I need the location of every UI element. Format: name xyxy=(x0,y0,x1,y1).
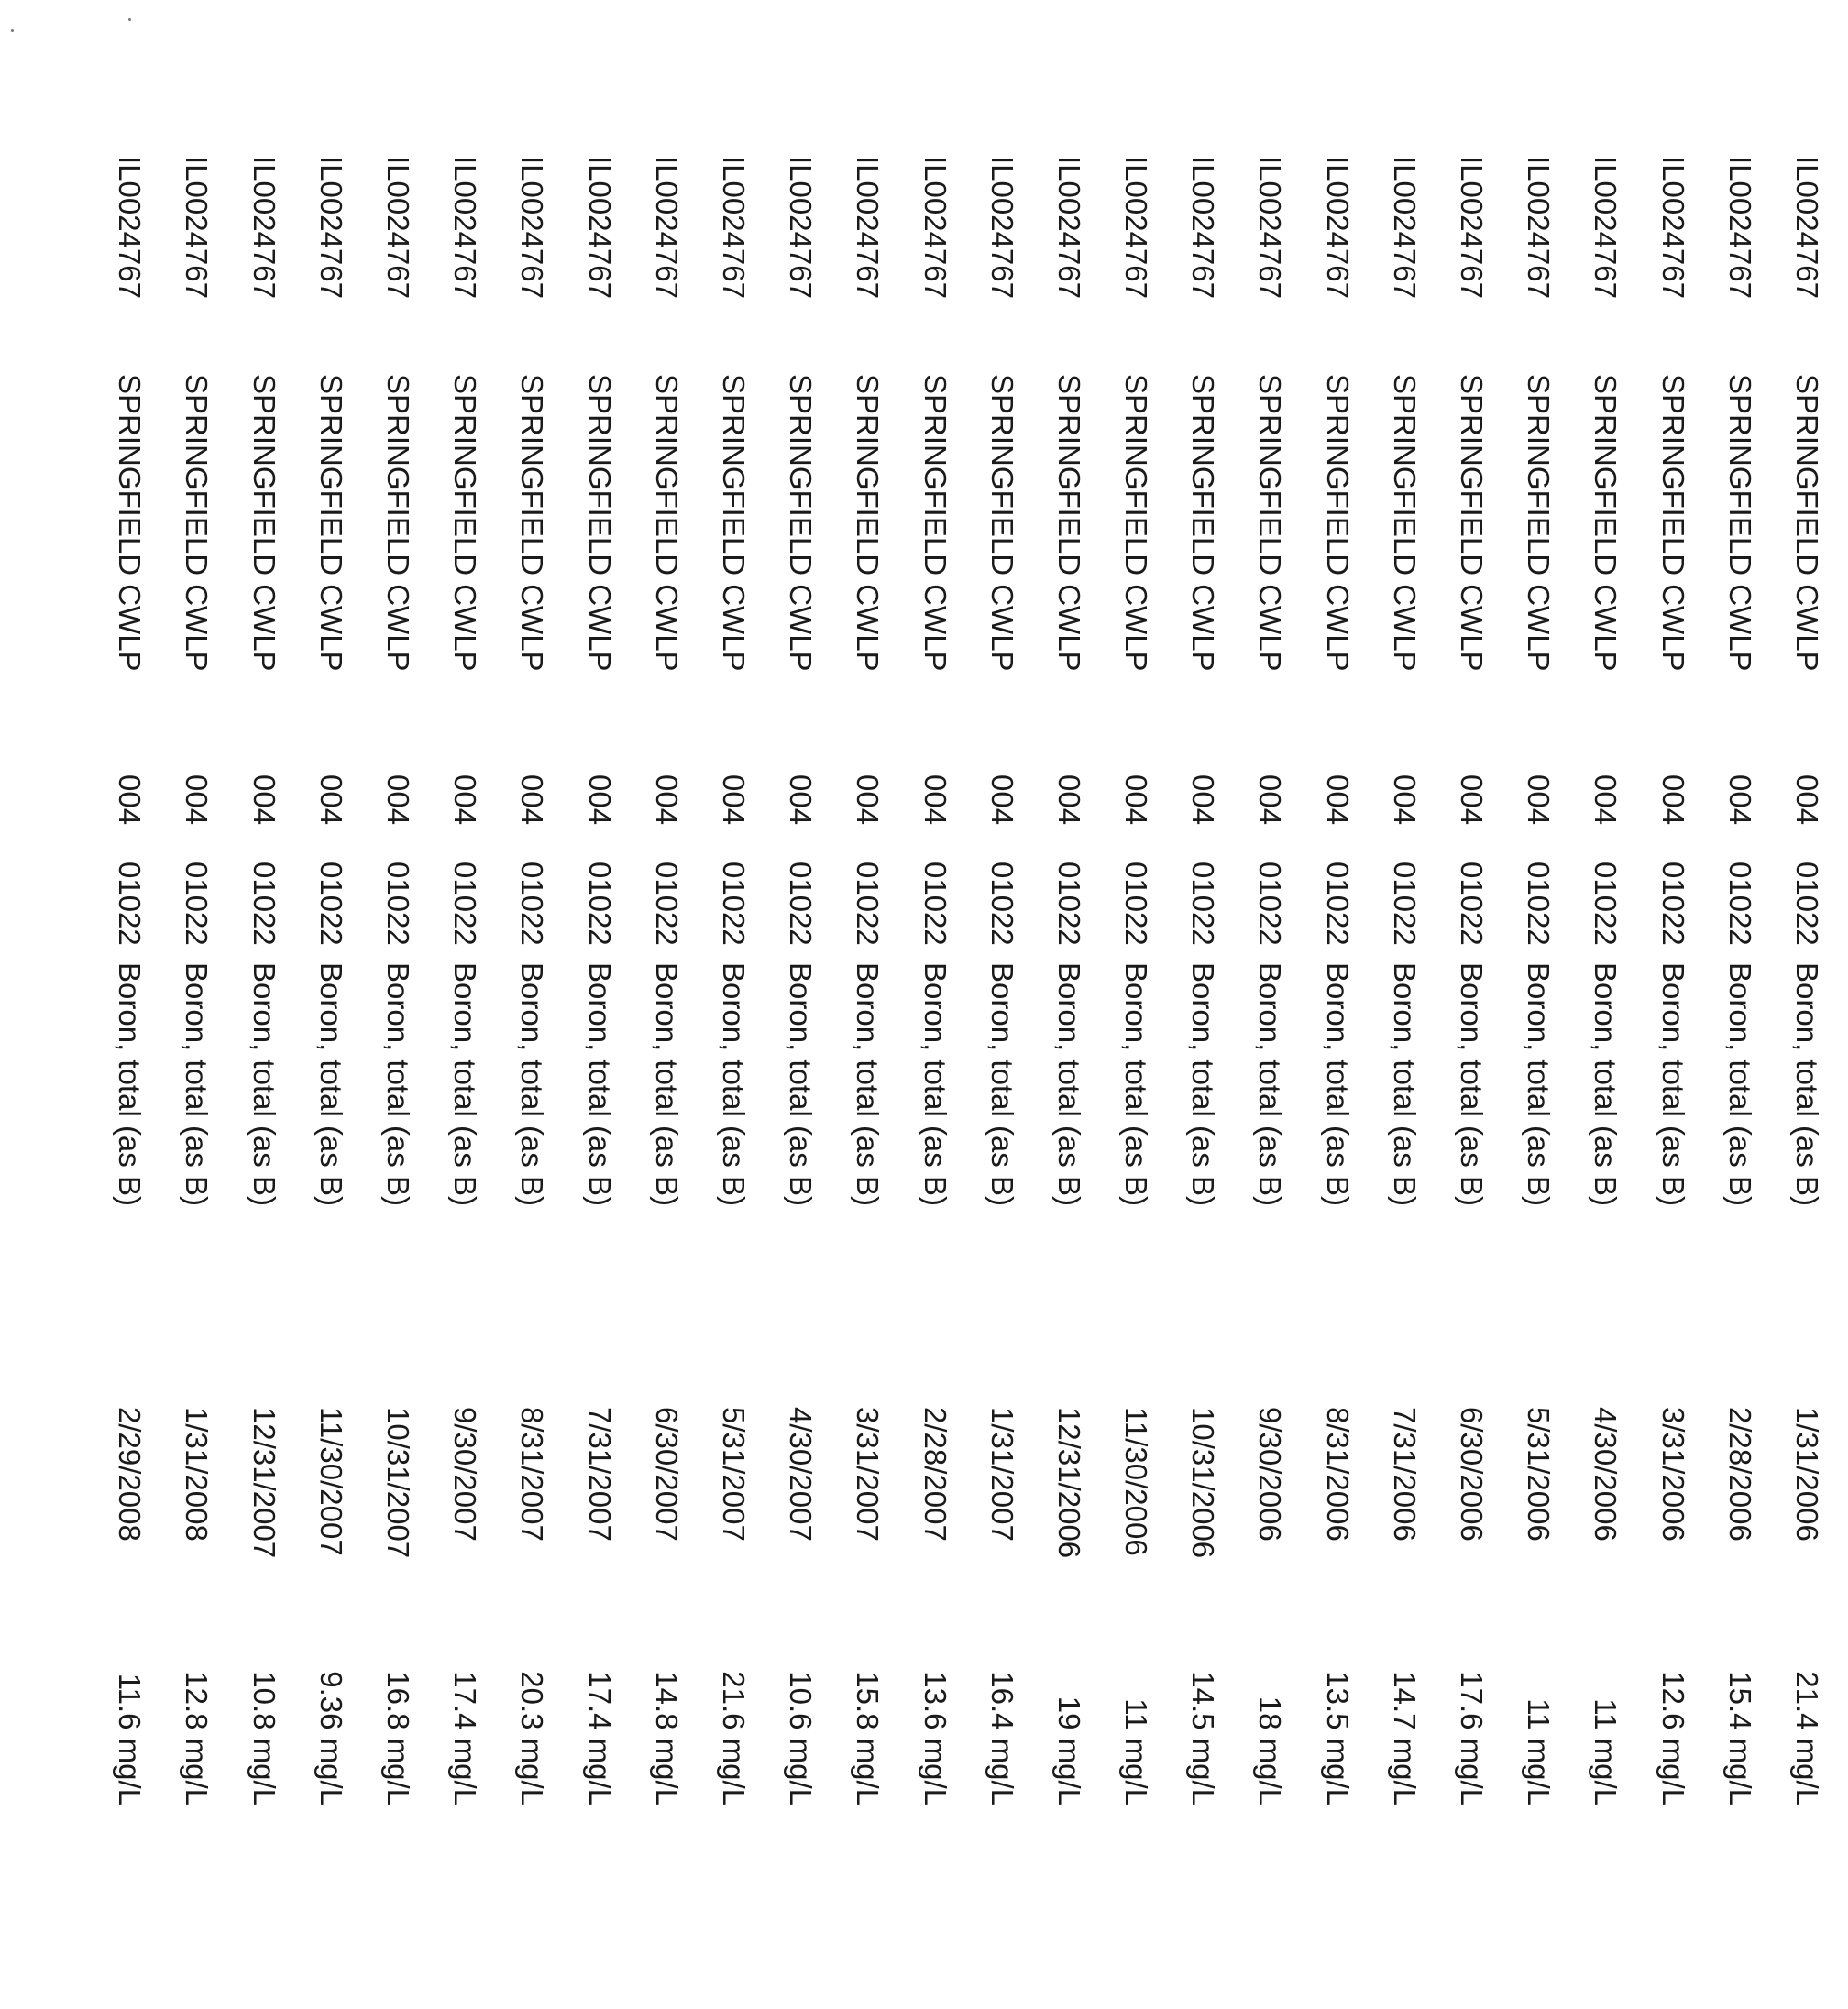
sample-date-cell: 9/30/2006 xyxy=(1253,1407,1288,1542)
parameter-code-cell: 01022 xyxy=(717,862,751,946)
parameter-name-cell: Boron, total (as B) xyxy=(1522,962,1556,1206)
sample-date-cell: 11/30/2007 xyxy=(314,1407,348,1556)
permit-number-cell: IL0024767 xyxy=(1722,156,1757,299)
permit-number-cell: IL0024767 xyxy=(1253,156,1288,299)
measured-value-cell: 10.8 mg/L xyxy=(247,1671,281,1806)
facility-name-cell: SPRINGFIELD CWLP xyxy=(918,374,952,672)
parameter-code-cell: 01022 xyxy=(180,862,214,946)
parameter-name-cell: Boron, total (as B) xyxy=(784,962,819,1206)
sample-date-cell: 2/29/2008 xyxy=(113,1407,148,1542)
parameter-name-cell: Boron, total (as B) xyxy=(113,962,148,1206)
parameter-code-cell: 01022 xyxy=(851,862,886,946)
parameter-name-cell: Boron, total (as B) xyxy=(1186,962,1221,1206)
outfall-cell: 004 xyxy=(1522,774,1556,826)
measured-value-cell: 15.8 mg/L xyxy=(851,1671,886,1806)
permit-number-cell: IL0024767 xyxy=(247,156,281,299)
outfall-cell: 004 xyxy=(1589,774,1623,826)
parameter-name-cell: Boron, total (as B) xyxy=(649,962,684,1206)
outfall-cell: 004 xyxy=(1722,774,1757,826)
permit-number-cell: IL0024767 xyxy=(784,156,819,299)
sample-date-cell: 10/31/2006 xyxy=(1186,1407,1221,1559)
parameter-name-cell: Boron, total (as B) xyxy=(851,962,886,1206)
sample-date-cell: 7/31/2007 xyxy=(582,1407,617,1542)
table-row xyxy=(1774,156,1841,1842)
parameter-code-cell: 01022 xyxy=(1722,862,1757,946)
table-row xyxy=(96,156,163,1842)
measured-value-cell: 21.4 mg/L xyxy=(1790,1671,1824,1806)
facility-name-cell: SPRINGFIELD CWLP xyxy=(784,374,819,672)
parameter-name-cell: Boron, total (as B) xyxy=(1722,962,1757,1206)
sample-date-cell: 12/31/2007 xyxy=(247,1407,281,1559)
sample-date-cell: 4/30/2007 xyxy=(784,1407,819,1542)
permit-number-cell: IL0024767 xyxy=(582,156,617,299)
table-row xyxy=(365,156,432,1842)
permit-number-cell: IL0024767 xyxy=(1119,156,1154,299)
permit-number-cell: IL0024767 xyxy=(918,156,952,299)
measured-value-cell: 13.6 mg/L xyxy=(918,1671,952,1806)
parameter-name-cell: Boron, total (as B) xyxy=(1253,962,1288,1206)
parameter-code-cell: 01022 xyxy=(1589,862,1623,946)
outfall-cell: 004 xyxy=(448,774,483,826)
outfall-cell: 004 xyxy=(1320,774,1355,826)
parameter-name-cell: Boron, total (as B) xyxy=(1051,962,1086,1206)
table-row xyxy=(566,156,632,1842)
facility-name-cell: SPRINGFIELD CWLP xyxy=(1790,374,1824,672)
parameter-code-cell: 01022 xyxy=(582,862,617,946)
table-row xyxy=(1371,156,1438,1842)
facility-name-cell: SPRINGFIELD CWLP xyxy=(1387,374,1422,672)
table-row xyxy=(298,156,365,1842)
parameter-name-cell: Boron, total (as B) xyxy=(1320,962,1355,1206)
parameter-name-cell: Boron, total (as B) xyxy=(1656,962,1690,1206)
parameter-code-cell: 01022 xyxy=(1387,862,1422,946)
measured-value-cell: 13.5 mg/L xyxy=(1320,1671,1355,1806)
permit-number-cell: IL0024767 xyxy=(1455,156,1490,299)
facility-name-cell: SPRINGFIELD CWLP xyxy=(582,374,617,672)
table-row xyxy=(767,156,834,1842)
parameter-name-cell: Boron, total (as B) xyxy=(1589,962,1623,1206)
sample-date-cell: 3/31/2007 xyxy=(851,1407,886,1542)
facility-name-cell: SPRINGFIELD CWLP xyxy=(717,374,751,672)
table-row xyxy=(1237,156,1304,1842)
table-row xyxy=(499,156,566,1842)
parameter-name-cell: Boron, total (as B) xyxy=(180,962,214,1206)
table-row xyxy=(969,156,1036,1842)
parameter-code-cell: 01022 xyxy=(381,862,416,946)
outfall-cell: 004 xyxy=(1253,774,1288,826)
facility-name-cell: SPRINGFIELD CWLP xyxy=(448,374,483,672)
table-row xyxy=(700,156,767,1842)
measured-value-cell: 10.6 mg/L xyxy=(784,1671,819,1806)
table-row xyxy=(1438,156,1505,1842)
data-table xyxy=(113,156,1841,1842)
parameter-code-cell: 01022 xyxy=(984,862,1019,946)
parameter-name-cell: Boron, total (as B) xyxy=(1387,962,1422,1206)
sample-date-cell: 4/30/2006 xyxy=(1589,1407,1623,1542)
parameter-code-cell: 01022 xyxy=(1119,862,1154,946)
parameter-name-cell: Boron, total (as B) xyxy=(515,962,550,1206)
facility-name-cell: SPRINGFIELD CWLP xyxy=(1253,374,1288,672)
permit-number-cell: IL0024767 xyxy=(381,156,416,299)
outfall-cell: 004 xyxy=(113,774,148,826)
facility-name-cell: SPRINGFIELD CWLP xyxy=(314,374,348,672)
parameter-code-cell: 01022 xyxy=(113,862,148,946)
outfall-cell: 004 xyxy=(515,774,550,826)
facility-name-cell: SPRINGFIELD CWLP xyxy=(649,374,684,672)
measured-value-cell: 14.5 mg/L xyxy=(1186,1671,1221,1806)
sample-date-cell: 9/30/2007 xyxy=(448,1407,483,1542)
facility-name-cell: SPRINGFIELD CWLP xyxy=(1455,374,1490,672)
measured-value-cell: 15.4 mg/L xyxy=(1722,1671,1757,1806)
parameter-code-cell: 01022 xyxy=(918,862,952,946)
facility-name-cell: SPRINGFIELD CWLP xyxy=(113,374,148,672)
facility-name-cell: SPRINGFIELD CWLP xyxy=(515,374,550,672)
facility-name-cell: SPRINGFIELD CWLP xyxy=(1186,374,1221,672)
permit-number-cell: IL0024767 xyxy=(1320,156,1355,299)
parameter-code-cell: 01022 xyxy=(1051,862,1086,946)
table-row xyxy=(901,156,968,1842)
parameter-code-cell: 01022 xyxy=(515,862,550,946)
outfall-cell: 004 xyxy=(582,774,617,826)
table-row xyxy=(1170,156,1237,1842)
measured-value-cell: 18 mg/L xyxy=(1253,1696,1288,1806)
sample-date-cell: 1/31/2008 xyxy=(180,1407,214,1542)
facility-name-cell: SPRINGFIELD CWLP xyxy=(381,374,416,672)
permit-number-cell: IL0024767 xyxy=(1589,156,1623,299)
facility-name-cell: SPRINGFIELD CWLP xyxy=(1119,374,1154,672)
parameter-code-cell: 01022 xyxy=(1253,862,1288,946)
outfall-cell: 004 xyxy=(1387,774,1422,826)
parameter-name-cell: Boron, total (as B) xyxy=(1790,962,1824,1206)
measured-value-cell: 11.6 mg/L xyxy=(113,1673,148,1806)
measured-value-cell: 9.36 mg/L xyxy=(314,1671,348,1806)
permit-number-cell: IL0024767 xyxy=(1186,156,1221,299)
table-row xyxy=(633,156,700,1842)
table-row xyxy=(1036,156,1103,1842)
sample-date-cell: 2/28/2007 xyxy=(918,1407,952,1542)
facility-name-cell: SPRINGFIELD CWLP xyxy=(1522,374,1556,672)
sample-date-cell: 11/30/2006 xyxy=(1119,1407,1154,1556)
sample-date-cell: 1/31/2006 xyxy=(1790,1407,1824,1542)
table-row xyxy=(432,156,499,1842)
table-row xyxy=(163,156,230,1842)
sample-date-cell: 8/31/2007 xyxy=(515,1407,550,1542)
facility-name-cell: SPRINGFIELD CWLP xyxy=(1051,374,1086,672)
parameter-code-cell: 01022 xyxy=(1320,862,1355,946)
parameter-name-cell: Boron, total (as B) xyxy=(314,962,348,1206)
outfall-cell: 004 xyxy=(851,774,886,826)
measured-value-cell: 20.3 mg/L xyxy=(515,1671,550,1806)
permit-number-cell: IL0024767 xyxy=(448,156,483,299)
parameter-code-cell: 01022 xyxy=(314,862,348,946)
measured-value-cell: 19 mg/L xyxy=(1051,1696,1086,1806)
facility-name-cell: SPRINGFIELD CWLP xyxy=(1656,374,1690,672)
permit-number-cell: IL0024767 xyxy=(649,156,684,299)
measured-value-cell: 11 mg/L xyxy=(1522,1698,1556,1806)
facility-name-cell: SPRINGFIELD CWLP xyxy=(1722,374,1757,672)
facility-name-cell: SPRINGFIELD CWLP xyxy=(180,374,214,672)
outfall-cell: 004 xyxy=(180,774,214,826)
outfall-cell: 004 xyxy=(247,774,281,826)
parameter-code-cell: 01022 xyxy=(1790,862,1824,946)
scan-speck xyxy=(11,29,14,32)
parameter-code-cell: 01022 xyxy=(784,862,819,946)
table-row xyxy=(231,156,298,1842)
measured-value-cell: 21.6 mg/L xyxy=(717,1671,751,1806)
parameter-code-cell: 01022 xyxy=(1656,862,1690,946)
parameter-name-cell: Boron, total (as B) xyxy=(1119,962,1154,1206)
permit-number-cell: IL0024767 xyxy=(113,156,148,299)
outfall-cell: 004 xyxy=(1656,774,1690,826)
permit-number-cell: IL0024767 xyxy=(1051,156,1086,299)
table-row xyxy=(1707,156,1774,1842)
parameter-name-cell: Boron, total (as B) xyxy=(1455,962,1490,1206)
parameter-name-cell: Boron, total (as B) xyxy=(448,962,483,1206)
measured-value-cell: 16.8 mg/L xyxy=(381,1671,416,1806)
permit-number-cell: IL0024767 xyxy=(984,156,1019,299)
measured-value-cell: 14.8 mg/L xyxy=(649,1671,684,1806)
outfall-cell: 004 xyxy=(1119,774,1154,826)
facility-name-cell: SPRINGFIELD CWLP xyxy=(1589,374,1623,672)
parameter-name-cell: Boron, total (as B) xyxy=(582,962,617,1206)
parameter-code-cell: 01022 xyxy=(649,862,684,946)
parameter-code-cell: 01022 xyxy=(1186,862,1221,946)
outfall-cell: 004 xyxy=(381,774,416,826)
parameter-code-cell: 01022 xyxy=(247,862,281,946)
measured-value-cell: 14.7 mg/L xyxy=(1387,1671,1422,1806)
parameter-name-cell: Boron, total (as B) xyxy=(918,962,952,1206)
sample-date-cell: 6/30/2007 xyxy=(649,1407,684,1542)
sample-date-cell: 3/31/2006 xyxy=(1656,1407,1690,1542)
permit-number-cell: IL0024767 xyxy=(1790,156,1824,299)
permit-number-cell: IL0024767 xyxy=(314,156,348,299)
sample-date-cell: 10/31/2007 xyxy=(381,1407,416,1559)
measured-value-cell: 17.4 mg/L xyxy=(448,1671,483,1806)
sample-date-cell: 12/31/2006 xyxy=(1051,1407,1086,1559)
permit-number-cell: IL0024767 xyxy=(1387,156,1422,299)
table-row xyxy=(834,156,901,1842)
measured-value-cell: 12.6 mg/L xyxy=(1656,1671,1690,1806)
permit-number-cell: IL0024767 xyxy=(851,156,886,299)
outfall-cell: 004 xyxy=(1790,774,1824,826)
sample-date-cell: 2/28/2006 xyxy=(1722,1407,1757,1542)
permit-number-cell: IL0024767 xyxy=(1656,156,1690,299)
table-row xyxy=(1505,156,1572,1842)
facility-name-cell: SPRINGFIELD CWLP xyxy=(247,374,281,672)
parameter-name-cell: Boron, total (as B) xyxy=(381,962,416,1206)
outfall-cell: 004 xyxy=(1455,774,1490,826)
outfall-cell: 004 xyxy=(1186,774,1221,826)
permit-number-cell: IL0024767 xyxy=(180,156,214,299)
outfall-cell: 004 xyxy=(784,774,819,826)
measured-value-cell: 11 mg/L xyxy=(1589,1698,1623,1806)
sample-date-cell: 1/31/2007 xyxy=(984,1407,1019,1542)
sample-date-cell: 7/31/2006 xyxy=(1387,1407,1422,1542)
parameter-name-cell: Boron, total (as B) xyxy=(247,962,281,1206)
outfall-cell: 004 xyxy=(649,774,684,826)
outfall-cell: 004 xyxy=(984,774,1019,826)
parameter-name-cell: Boron, total (as B) xyxy=(717,962,751,1206)
sample-date-cell: 5/31/2006 xyxy=(1522,1407,1556,1542)
facility-name-cell: SPRINGFIELD CWLP xyxy=(851,374,886,672)
table-row xyxy=(1103,156,1170,1842)
measured-value-cell: 17.4 mg/L xyxy=(582,1671,617,1806)
measured-value-cell: 11 mg/L xyxy=(1119,1698,1154,1806)
parameter-code-cell: 01022 xyxy=(448,862,483,946)
parameter-code-cell: 01022 xyxy=(1455,862,1490,946)
permit-number-cell: IL0024767 xyxy=(717,156,751,299)
outfall-cell: 004 xyxy=(918,774,952,826)
table-row xyxy=(1639,156,1706,1842)
sample-date-cell: 6/30/2006 xyxy=(1455,1407,1490,1542)
measured-value-cell: 17.6 mg/L xyxy=(1455,1671,1490,1806)
permit-number-cell: IL0024767 xyxy=(1522,156,1556,299)
outfall-cell: 004 xyxy=(314,774,348,826)
parameter-name-cell: Boron, total (as B) xyxy=(984,962,1019,1206)
sample-date-cell: 5/31/2007 xyxy=(717,1407,751,1542)
sample-date-cell: 8/31/2006 xyxy=(1320,1407,1355,1542)
facility-name-cell: SPRINGFIELD CWLP xyxy=(1320,374,1355,672)
measured-value-cell: 12.8 mg/L xyxy=(180,1671,214,1806)
scan-speck xyxy=(128,18,131,21)
outfall-cell: 004 xyxy=(1051,774,1086,826)
facility-name-cell: SPRINGFIELD CWLP xyxy=(984,374,1019,672)
permit-number-cell: IL0024767 xyxy=(515,156,550,299)
measured-value-cell: 16.4 mg/L xyxy=(984,1671,1019,1806)
table-row xyxy=(1572,156,1639,1842)
parameter-code-cell: 01022 xyxy=(1522,862,1556,946)
table-row xyxy=(1304,156,1371,1842)
outfall-cell: 004 xyxy=(717,774,751,826)
